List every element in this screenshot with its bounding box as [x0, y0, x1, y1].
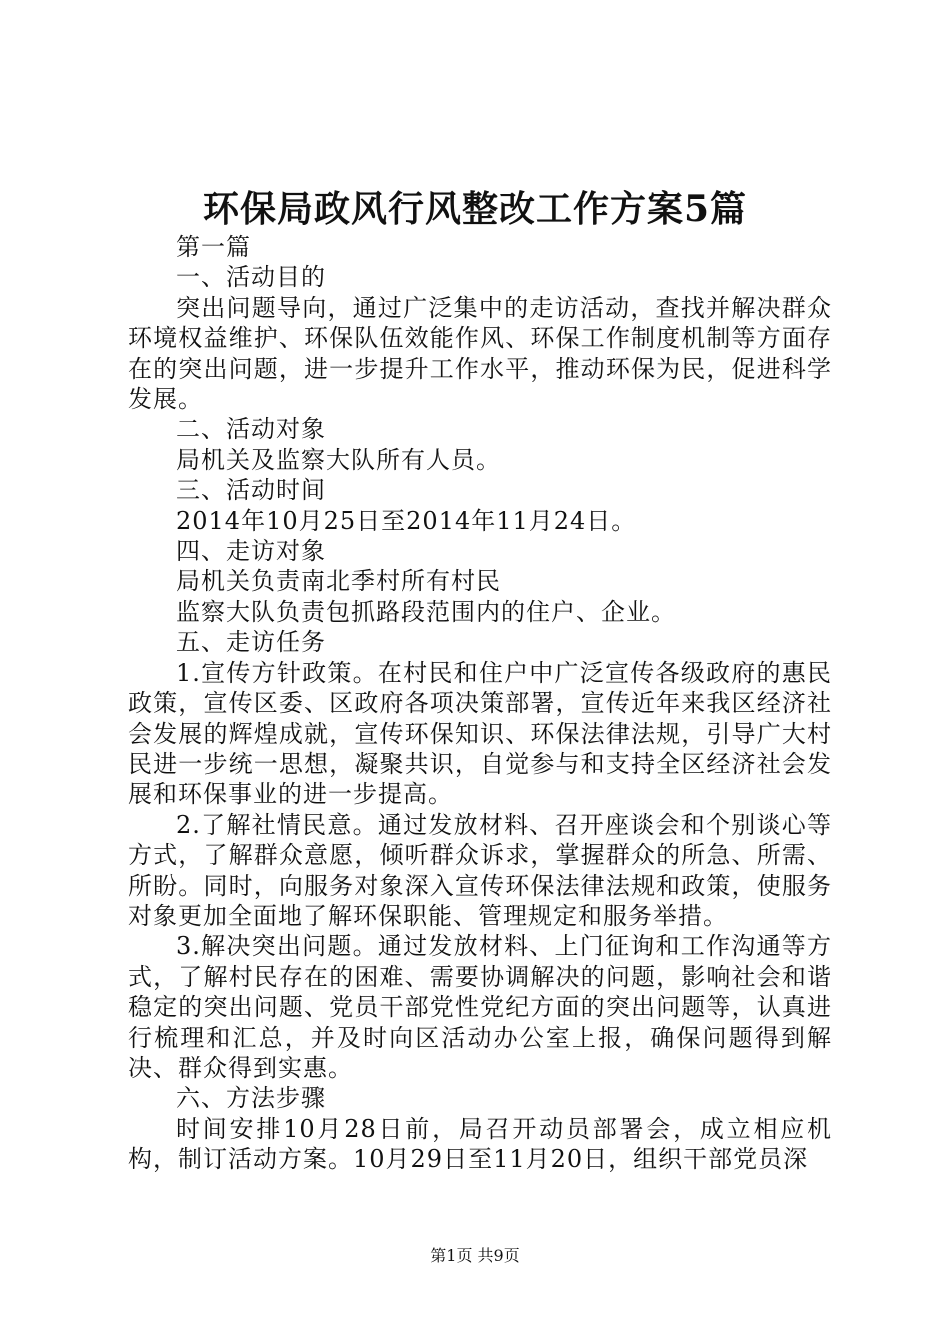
paragraph-method: 时间安排10月28日前，局召开动员部署会，成立相应机构，制订活动方案。10月29日至11月20日，组织干部党员深 — [128, 1114, 832, 1174]
paragraph-visit-target-1: 局机关负责南北季村所有村民 — [176, 567, 501, 596]
paragraph-purpose: 突出问题导向，通过广泛集中的走访活动，查找并解决群众环境权益维护、环保队伍效能作风、环保工作制度机制等方面存在的突出问题，进一步提升工作水平，推动环保为民，促进科学发展。 — [128, 293, 832, 414]
heading-visit-target: 四、走访对象 — [176, 537, 326, 566]
paragraph-time: 2014年10月25日至2014年11月24日。 — [176, 506, 637, 535]
heading-purpose: 一、活动目的 — [176, 263, 326, 292]
heading-visit-tasks: 五、走访任务 — [176, 628, 326, 657]
paragraph-task-3: 3.解决突出问题。通过发放材料、上门征询和工作沟通等方式，了解村民存在的困难、需要协调解决的问题，影响社会和谐稳定的突出问题、党员干部党性党纪方面的突出问题等，认真进行梳理和汇总，并及时向区活动办公室上报，确保问题得到解决、群众得到实惠。 — [128, 932, 832, 1082]
paragraph-target: 局机关及监察大队所有人员。 — [176, 445, 501, 474]
paragraph-task-2: 2.了解社情民意。通过发放材料、召开座谈会和个别谈心等方式，了解群众意愿，倾听群众诉求，掌握群众的所急、所需、所盼。同时，向服务对象深入宣传环保法律法规和政策，使服务对象更加全面地了解环保职能、管理规定和服务举措。 — [128, 810, 832, 930]
paragraph-visit-target-2: 监察大队负责包抓路段范围内的住户、企业。 — [176, 597, 676, 626]
section-label: 第一篇 — [176, 233, 251, 261]
heading-target: 二、活动对象 — [176, 415, 326, 444]
document-body — [128, 232, 832, 1175]
heading-method: 六、方法步骤 — [176, 1084, 326, 1113]
paragraph-task-1: 1.宣传方针政策。在村民和住户中广泛宣传各级政府的惠民政策，宣传区委、区政府各项决策部署，宣传近年来我区经济社会发展的辉煌成就，宣传环保知识、环保法律法规，引导广大村民进一步统一思想，凝聚共识，自觉参与和支持全区经济社会发展和环保事业的进一步提高。 — [128, 658, 832, 809]
heading-time: 三、活动时间 — [176, 476, 326, 505]
page-footer: 第1页 共9页 — [430, 1246, 520, 1265]
document-title: 环保局政风行风整改工作方案5篇 — [202, 188, 748, 230]
